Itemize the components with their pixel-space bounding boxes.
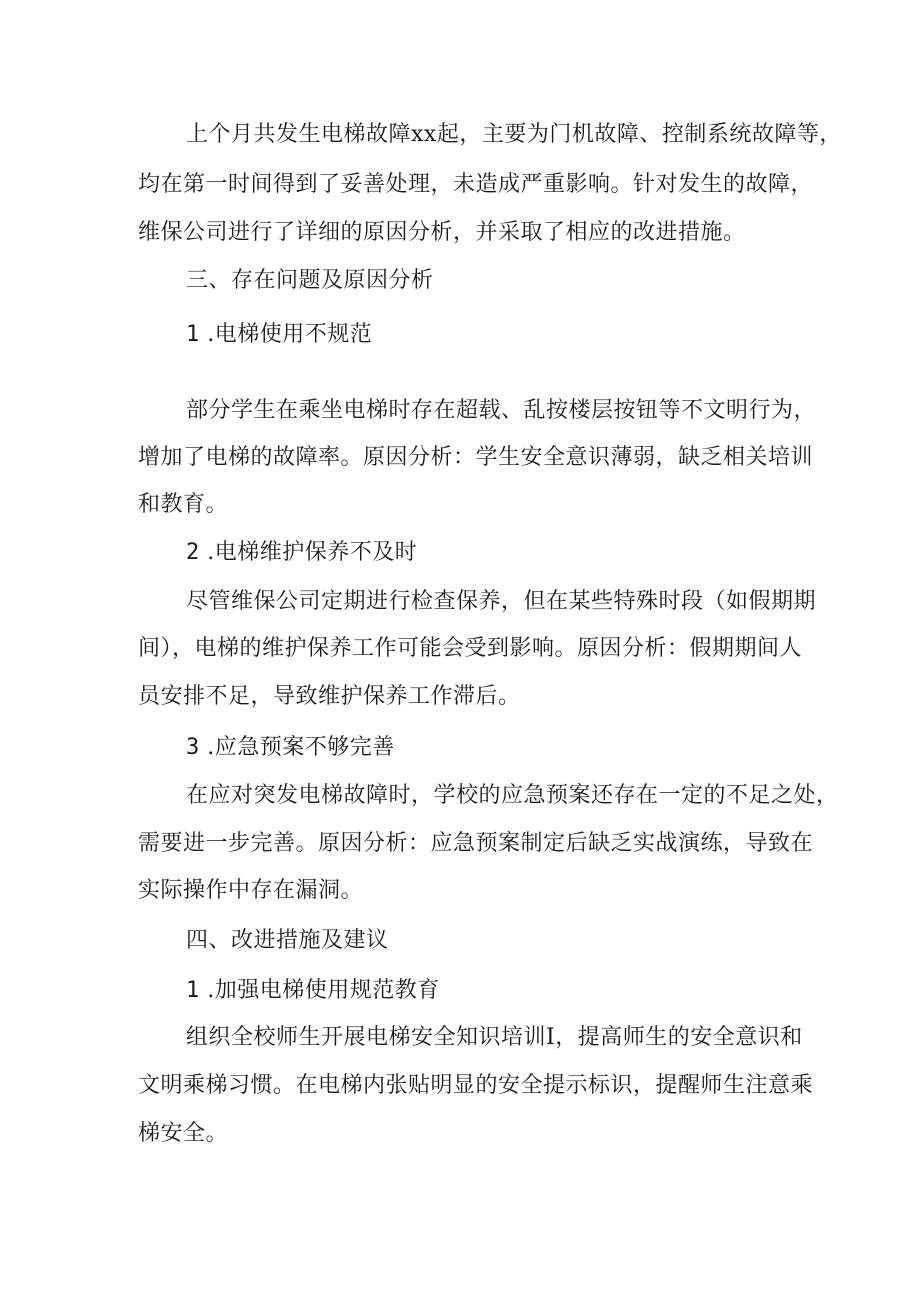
paragraph-line: 均在第一时间得到了妥善处理，未造成严重影响。针对发生的故障，: [138, 172, 814, 197]
item-title: .电梯维护保养不及时: [207, 540, 418, 565]
item-title: .应急预案不够完善: [207, 735, 395, 760]
paragraph-line: 在应对突发电梯故障时，学校的应急预案还存在一定的不足之处，: [186, 783, 839, 808]
item-heading: [186, 976, 440, 1006]
section-heading: 四、改进措施及建议: [186, 928, 389, 953]
item-heading: [186, 538, 417, 568]
item-title: .电梯使用不规范: [207, 322, 373, 347]
item-number: 1: [186, 978, 200, 1003]
paragraph-line: 实际操作中存在漏洞。: [138, 878, 364, 903]
paragraph-line: 和教育。: [138, 492, 229, 517]
paragraph-line: 间），电梯的维护保养工作可能会受到影响。原因分析：假期期间人: [138, 636, 803, 661]
paragraph-line: 上个月共发生电梯故障xx起，主要为门机故障、控制系统故障等，: [186, 122, 842, 147]
item-title: .加强电梯使用规范教育: [207, 978, 440, 1003]
item-heading: [186, 320, 372, 350]
paragraph-line: 维保公司进行了详细的原因分析，并采取了相应的改进措施。: [138, 220, 746, 245]
paragraph-line: 尽管维保公司定期进行检查保养，但在某些特殊时段（如假期期: [186, 589, 817, 614]
paragraph-line: 增加了电梯的故障率。原因分析：学生安全意识薄弱，缺乏相关培训: [138, 445, 814, 470]
item-number: 2: [186, 540, 200, 565]
item-number: 1: [186, 322, 200, 347]
section-heading: 三、存在问题及原因分析: [186, 268, 434, 293]
paragraph-line: 员安排不足，导致维护保养工作滞后。: [138, 684, 521, 709]
paragraph-line: 文明乘梯习惯。在电梯内张贴明显的安全提示标识，提醒师生注意乘: [138, 1073, 814, 1098]
item-heading: [186, 733, 395, 763]
paragraph-line: 梯安全。: [138, 1121, 229, 1146]
paragraph-line: 需要进一步完善。原因分析：应急预案制定后缺乏实战演练，导致在: [138, 831, 814, 856]
paragraph-line: 部分学生在乘坐电梯时存在超载、乱按楼层按钮等不文明行为，: [186, 398, 817, 423]
paragraph-line: 组织全校师生开展电梯安全知识培训I，提高师生的安全意识和: [186, 1025, 803, 1050]
item-number: 3: [186, 735, 200, 760]
